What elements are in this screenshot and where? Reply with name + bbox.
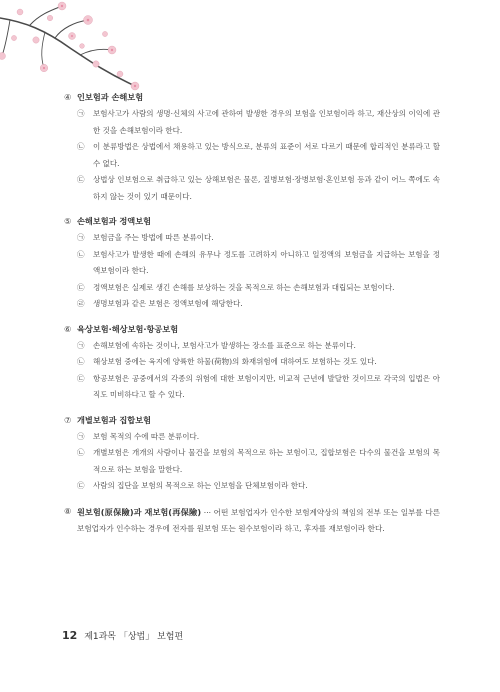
item-marker: ㉡: [77, 142, 85, 151]
section-4: [64, 90, 440, 205]
list-item: [77, 338, 440, 355]
item-marker: ㉠: [77, 340, 85, 350]
section-title: 손해보험과 정액보험: [77, 216, 152, 226]
item-marker: ㉡: [77, 357, 85, 366]
page-footer: [62, 629, 183, 642]
item-text: 보험금을 주는 방법에 따른 분류이다.: [93, 233, 214, 242]
section-heading: [64, 322, 440, 336]
section-number: ⑧: [64, 505, 72, 516]
section-6: [64, 322, 440, 404]
list-item: [77, 172, 440, 205]
footer-text: 제1과목 「상법」 보험편: [84, 632, 184, 642]
item-text: 상법상 인보험으로 취급하고 있는 상해보험은 물론, 질병보험·장병보험·혼인보험 등과 같이 어느 쪽에도 속하지 않는 것이 있기 때문이다.: [93, 175, 440, 201]
item-marker: ㉢: [77, 481, 85, 490]
section-8: [64, 504, 440, 537]
list-item: [77, 371, 440, 404]
item-marker: ㉣: [77, 299, 85, 308]
section-number: ⑥: [64, 323, 72, 334]
item-marker: ㉢: [77, 282, 85, 292]
list-item: [77, 230, 440, 247]
item-text: 해상보험 중에는 육지에 양륙한 하물(荷物)의 화재위험에 대하여도 보험하는 것도 있다.: [93, 357, 377, 366]
section-number: ⑤: [64, 216, 72, 226]
list-item: [77, 354, 440, 371]
item-text: 개별보험은 개개의 사람이나 물건을 보험의 목적으로 하는 보험이고, 집합보험은 다수의 물건을 보험의 목적으로 하는 보험을 말한다.: [93, 448, 440, 474]
item-text: 보험사고가 사람의 생명·신체의 사고에 관하여 발생한 경우의 보험을 인보험이라 하고, 재산상의 이익에 관한 것을 손해보험이라 한다.: [93, 109, 440, 135]
item-marker: ㉢: [77, 373, 85, 383]
section-heading: [64, 214, 440, 228]
list-item: [77, 296, 440, 313]
item-text: 이 분류방법은 상법에서 채용하고 있는 방식으로, 분류의 표준이 서로 다르기 때문에 합리적인 분류라고 할 수 없다.: [93, 142, 440, 168]
section-text: ··· 어떤 보험업자가 인수한 보험계약상의 책임의 전부 또는 일부를 다른 보험업자가 인수하는 경우에 전자를 원보험 또는 원수보험이라 하고, 후자를 재보험이라 한다.: [77, 507, 441, 533]
item-text: 손해보험에 속하는 것이나, 보험사고가 발생하는 장소를 표준으로 하는 분류이다.: [93, 340, 356, 350]
list-item: [77, 139, 440, 172]
item-text: 항공보험은 공중에서의 각종의 위험에 대한 보험이지만, 비교적 근년에 발달한 것이므로 각국의 입법은 아직도 미비하다고 할 수 있다.: [93, 373, 440, 399]
page-number: 12: [62, 629, 78, 642]
list-item: [77, 429, 440, 446]
item-text: 사람의 집단을 보험의 목적으로 하는 인보험을 단체보험이라 한다.: [93, 481, 308, 490]
cherry-blossom-illustration: [0, 0, 150, 92]
section-heading: [64, 90, 440, 104]
list-item: [77, 106, 440, 139]
section-heading: [64, 504, 440, 537]
section-number: ④: [64, 92, 72, 102]
section-5: [64, 214, 440, 313]
section-title: 육상보험·해상보험·항공보험: [77, 323, 179, 334]
main-content: [64, 90, 440, 546]
item-text: 보험 목적의 수에 따른 분류이다.: [93, 431, 200, 441]
section-7: [64, 413, 440, 495]
item-marker: ㉢: [77, 175, 85, 184]
section-title: 인보험과 손해보험: [77, 92, 144, 102]
item-marker: ㉠: [77, 109, 85, 118]
item-text: 정액보험은 실제로 생긴 손해를 보상하는 것을 목적으로 하는 손해보험과 대립되는 보험이다.: [93, 282, 395, 292]
item-text: 생명보험과 같은 보험은 정액보험에 해당한다.: [93, 299, 243, 308]
item-marker: ㉡: [77, 448, 85, 457]
section-paragraph: [77, 504, 440, 537]
list-item: [77, 280, 440, 297]
section-heading: [64, 413, 440, 427]
section-title: 개별보험과 집합보험: [77, 414, 152, 425]
item-marker: ㉠: [77, 431, 85, 441]
item-marker: ㉠: [77, 233, 85, 242]
section-title: 원보험(原保險)과 재보험(再保險): [77, 506, 202, 517]
item-text: 보험사고가 발생한 때에 손해의 유무나 정도를 고려하지 아니하고 일정액의 보험금을 지급하는 보험을 정액보험이라 한다.: [93, 249, 440, 275]
list-item: [77, 445, 440, 478]
list-item: [77, 478, 440, 495]
list-item: [77, 247, 440, 280]
item-marker: ㉡: [77, 249, 85, 259]
section-number: ⑦: [64, 414, 72, 425]
